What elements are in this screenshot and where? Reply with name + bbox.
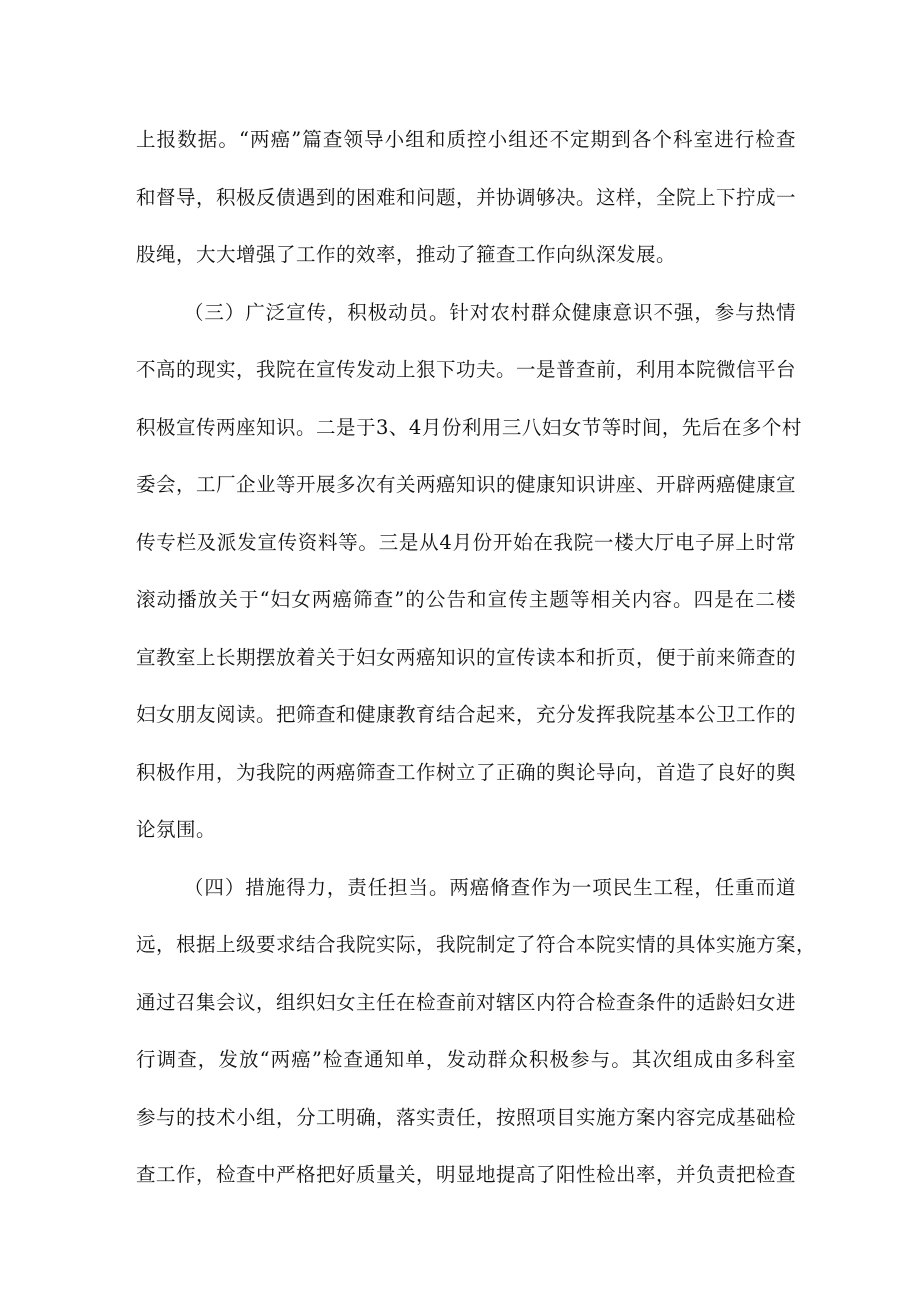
text-line: 远，根据上级要求结合我院实际，我院制定了符合本院实情的具体实施方案， bbox=[136, 933, 817, 956]
text-line: 参与的技术小组，分工明确，落实责任，按照项目实施方案内容完成基础检 bbox=[136, 1106, 797, 1129]
text-line: 传专栏及派发宣传资料等。三是从4月份开始在我院一楼大厅电子屏上时常 bbox=[136, 531, 796, 554]
text-line: 通过召集会议，组织妇女主任在检查前对辖区内符合检查条件的适龄妇女进 bbox=[136, 991, 797, 1014]
text-line: 委会，工厂企业等开展多次有关两癌知识的健康知识讲座、开辟两癌健康宣 bbox=[136, 473, 797, 496]
paragraph-start-line: （三）广泛宣传，积极动员。针对农村群众健康意识不强，参与热情 bbox=[184, 301, 796, 324]
text-line: 不高的现实，我院在宣传发动上狠下功夫。一是普查前，利用本院微信平台 bbox=[136, 358, 797, 381]
text-line: 股绳，大大增强了工作的效率，推动了箍查工作向纵深发展。 bbox=[136, 243, 677, 266]
text-line: 妇女朋友阅读。把筛查和健康教育结合起来，充分发挥我院基本公卫工作的 bbox=[136, 703, 797, 726]
text-line: 积极宣传两座知识。二是于3、4月份利用三八妇女节等时间，先后在多个村 bbox=[136, 416, 802, 439]
text-line: 积极作用，为我院的两癌筛查工作树立了正确的舆论导向，首造了良好的舆 bbox=[136, 761, 797, 784]
text-line: 查工作，检查中严格把好质量关，明显地提高了阳性检出率，并负责把检查 bbox=[136, 1163, 797, 1186]
paragraph-start-line: （四）措施得力，责任担当。两癌脩查作为一项民生工程，任重而道 bbox=[184, 876, 796, 899]
text-line: 行调查，发放“两癌”检查通知单，发动群众积极参与。其次组成由多科室 bbox=[136, 1048, 796, 1071]
text-line: 滚动播放关于“妇女两癌筛查”的公告和宣传主题等相关内容。四是在二楼 bbox=[136, 588, 796, 611]
text-line: 和督导，积极反债遇到的困难和问题，并协调够决。这样，全院上下拧成一 bbox=[136, 186, 797, 209]
text-line: 宣教室上长期摆放着关于妇女两癌知识的宣传读本和折页，便于前来筛查的 bbox=[136, 646, 797, 669]
text-line: 上报数据。“两癌”篇查领导小组和质控小组还不定期到各个科室进行检查 bbox=[136, 128, 796, 151]
text-line: 论氛围。 bbox=[136, 818, 217, 841]
